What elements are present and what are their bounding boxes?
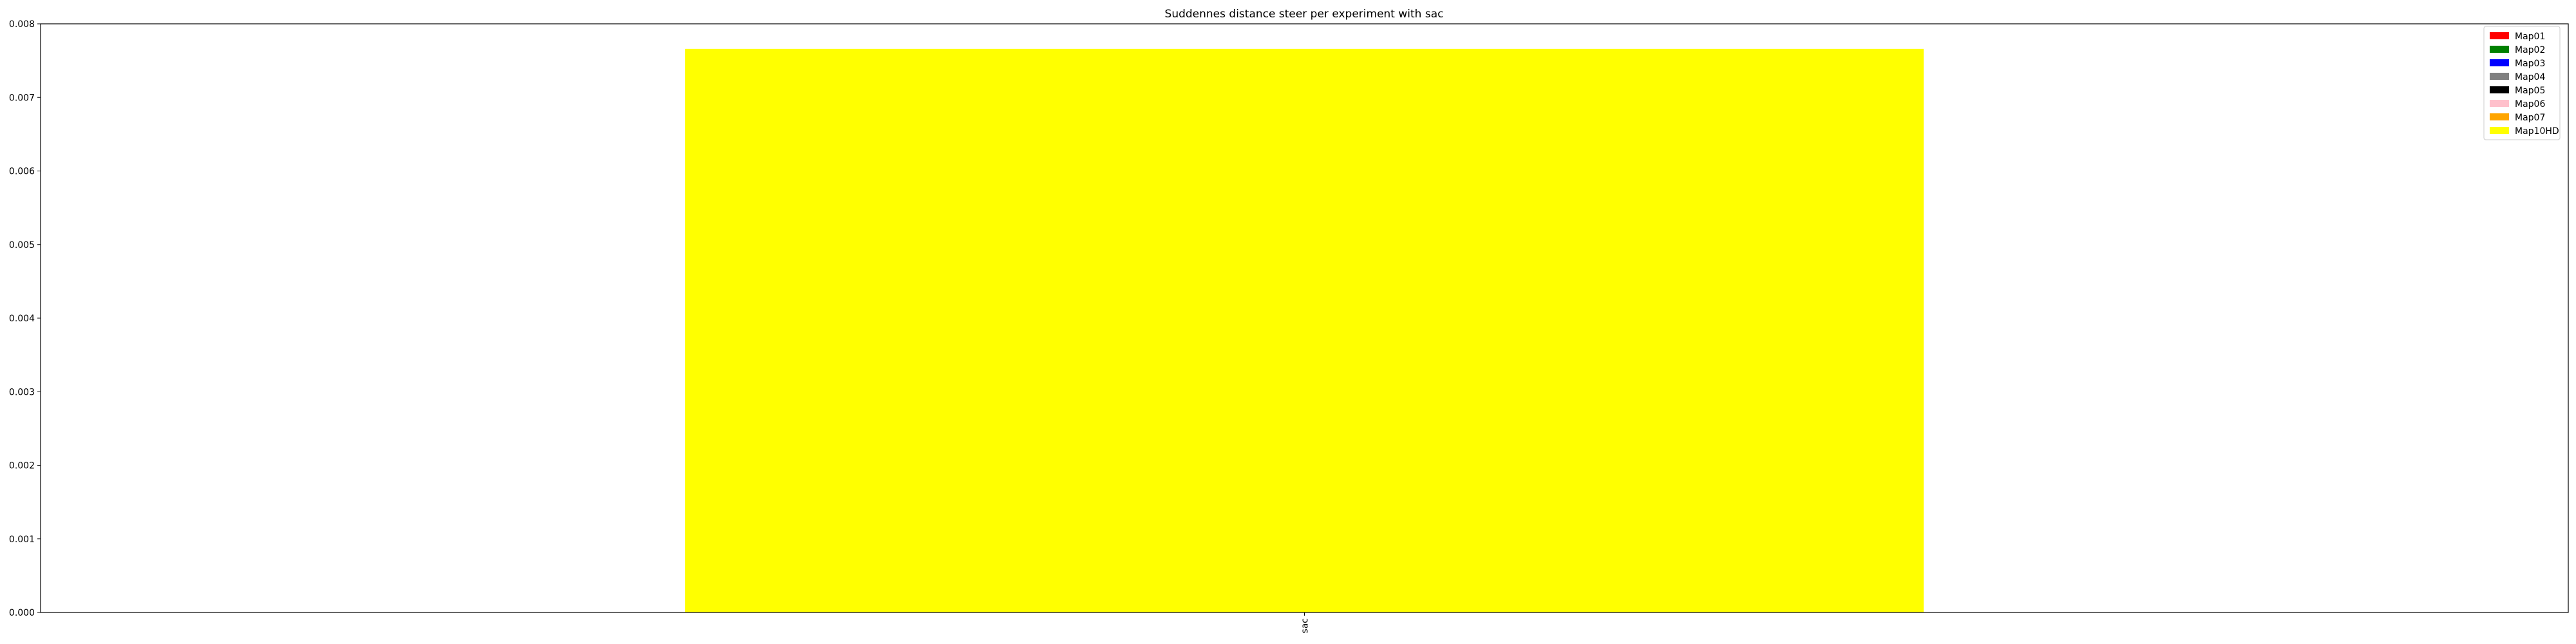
legend-swatch-map07 [2490, 113, 2509, 120]
y-tick-label: 0.006 [8, 166, 35, 177]
legend-label-map02: Map02 [2515, 45, 2546, 55]
legend-swatch-map01 [2490, 32, 2509, 39]
legend-swatch-map04 [2490, 73, 2509, 80]
legend-label-map07: Map07 [2515, 113, 2546, 123]
bars-group [685, 49, 1924, 612]
y-tick-label: 0.003 [8, 387, 35, 398]
x-axis [1300, 612, 1311, 634]
y-tick-label: 0.002 [8, 460, 35, 471]
y-tick-label: 0.007 [8, 93, 35, 104]
y-tick-label: 0.005 [8, 240, 35, 251]
y-tick-label: 0.000 [8, 608, 35, 618]
legend-label-map01: Map01 [2515, 32, 2546, 42]
legend-label-map10hd: Map10HD [2515, 126, 2559, 137]
legend [2484, 26, 2560, 140]
legend-swatch-map03 [2490, 59, 2509, 66]
legend-swatch-map05 [2490, 86, 2509, 93]
legend-swatch-map06 [2490, 100, 2509, 107]
legend-label-map04: Map04 [2515, 72, 2546, 82]
chart-title: Suddennes distance steer per experiment with sac [1164, 8, 1444, 21]
y-tick-label: 0.004 [8, 314, 35, 324]
legend-swatch-map02 [2490, 46, 2509, 53]
legend-label-map05: Map05 [2515, 86, 2546, 96]
legend-swatch-map10hd [2490, 127, 2509, 134]
x-tick-label: sac [1300, 618, 1311, 634]
bar-map10hd-sac [685, 49, 1924, 612]
y-tick-label: 0.001 [8, 534, 35, 545]
legend-label-map06: Map06 [2515, 99, 2546, 109]
y-tick-label: 0.008 [8, 19, 35, 30]
y-axis [9, 19, 41, 618]
legend-label-map03: Map03 [2515, 59, 2546, 69]
